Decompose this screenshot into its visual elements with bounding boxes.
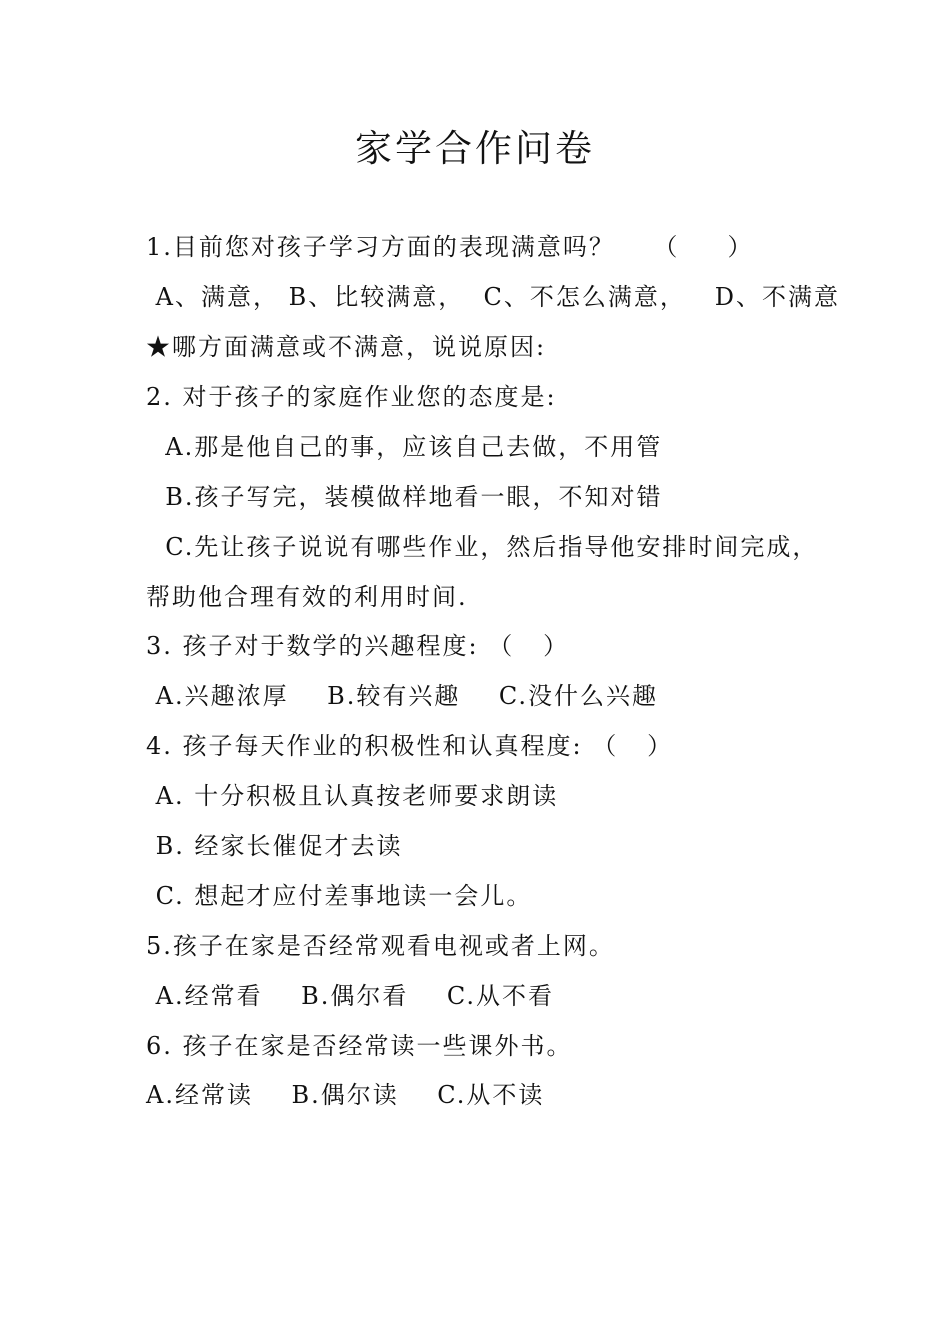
question-5-options: A.经常看 B.偶尔看 C.从不看 [146,982,555,1010]
question-1: 1.目前您对孩子学习方面的表现满意吗？ （ ） [146,233,754,261]
question-3-options: A.兴趣浓厚 B.较有兴趣 C.没什么兴趣 [146,682,659,710]
question-6: 6. 孩子在家是否经常读一些课外书。 [146,1032,573,1060]
question-6-options: A.经常读 B.偶尔读 C.从不读 [146,1081,545,1109]
question-2-option-b: B.孩子写完，装模做样地看一眼，不知对错 [146,483,663,511]
question-5: 5.孩子在家是否经常观看电视或者上网。 [146,932,615,960]
question-1-note: ★哪方面满意或不满意，说说原因: [146,333,547,361]
question-2-option-a: A.那是他自己的事，应该自己去做，不用管 [146,433,663,461]
question-2: 2. 对于孩子的家庭作业您的态度是: [146,383,557,411]
question-4-option-b: B. 经家长催促才去读 [146,832,403,860]
question-2-option-c-continued: 帮助他合理有效的利用时间. [146,583,468,611]
page-title: 家学合作问卷 [355,127,595,170]
question-3: 3. 孩子对于数学的兴趣程度: （ ） [146,632,570,660]
question-4-option-c: C. 想起才应付差事地读一会儿。 [146,882,533,910]
question-4-option-a: A. 十分积极且认真按老师要求朗读 [146,782,559,810]
question-4: 4. 孩子每天作业的积极性和认真程度: （ ） [146,732,674,760]
question-2-option-c: C.先让孩子说说有哪些作业，然后指导他安排时间完成， [146,533,819,561]
question-1-options: A、满意， B、比较满意， C、不怎么满意， D、不满意 [146,283,840,311]
